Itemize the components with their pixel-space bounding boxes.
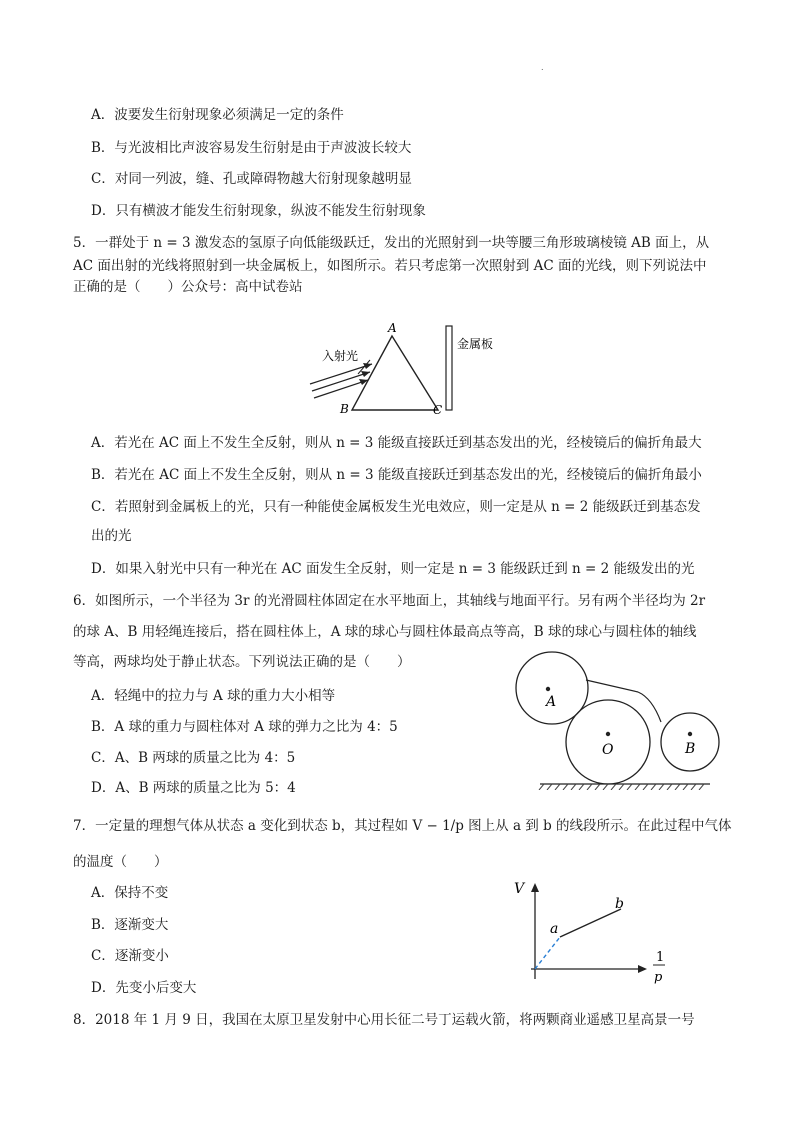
incident-light-label: 入射光 <box>322 349 359 363</box>
point-a-label: a <box>550 921 559 937</box>
q6-option-b: B．A 球的重力与圆柱体对 A 球的弹力之比为 4：5 <box>91 719 398 735</box>
prism-vertex-b: B <box>340 402 349 416</box>
ball-a-label: A <box>546 694 557 710</box>
q5-option-a: A．若光在 AC 面上不发生全反射，则从 n = 3 能级直接跃迁到基态发出的光，经棱镜后的偏折角最大 <box>91 435 702 451</box>
q6-option-d: D．A、B 两球的质量之比为 5：4 <box>91 780 296 796</box>
q7-option-b: B．逐渐变大 <box>91 917 169 933</box>
q7-stem-line-1: 7．一定量的理想气体从状态 a 变化到状态 b，其过程如 V − 1/p 图上从 a 到 b 的线段所示。在此过程中气体 <box>73 818 732 834</box>
ball-b-label: B <box>685 741 696 757</box>
q7-option-d: D．先变小后变大 <box>91 980 197 996</box>
q4-option-c: C．对同一列波，缝、孔或障碍物越大衍射现象越明显 <box>91 171 412 187</box>
q4-option-b: B．与光波相比声波容易发生衍射是由于声波波长较大 <box>91 140 412 156</box>
header-dot: . <box>541 63 544 72</box>
prism-diagram <box>300 318 520 418</box>
q4-option-d: D．只有横波才能发生衍射现象，纵波不能发生衍射现象 <box>91 203 426 219</box>
axis-x-numerator: 1 <box>656 950 665 965</box>
metal-plate-label: 金属板 <box>457 337 494 351</box>
prism-vertex-a: A <box>388 321 397 335</box>
q5-option-c: C．若照射到金属板上的光，只有一种能使金属板发生光电效应，则一定是从 n = 2 能级跃迁到基态发 <box>91 499 701 515</box>
q5-stem-line-2: AC 面出射的光线将照射到一块金属板上，如图所示。若只考虑第一次照射到 AC 面的光线，则下列说法中 <box>73 258 707 274</box>
cylinder-o-label: O <box>602 742 614 758</box>
q6-stem-line-1: 6．如图所示，一个半径为 3r 的光滑圆柱体固定在水平地面上，其轴线与地面平行。另有两个半径均为 2r <box>73 593 706 609</box>
v-inverse-p-graph <box>505 875 680 990</box>
q6-option-c: C．A、B 两球的质量之比为 4：5 <box>91 750 296 766</box>
axis-v-label: V <box>514 881 525 897</box>
q4-option-a: A．波要发生衍射现象必须满足一定的条件 <box>91 107 344 123</box>
q6-stem-line-2: 的球 A、B 用轻绳连接后，搭在圆柱体上，A 球的球心与圆柱体最高点等高，B 球的球心与圆柱体的轴线 <box>73 624 697 640</box>
q5-option-c-cont: 出的光 <box>91 528 132 544</box>
q6-stem-line-3: 等高，两球均处于静止状态。下列说法正确的是（ ） <box>73 654 411 670</box>
point-b-label: b <box>615 896 624 912</box>
cylinder-diagram <box>510 650 735 790</box>
q5-option-b: B．若光在 AC 面上不发生全反射，则从 n = 3 能级直接跃迁到基态发出的光，经棱镜后的偏折角最小 <box>91 467 702 483</box>
q7-option-a: A．保持不变 <box>91 885 169 901</box>
q6-option-a: A．轻绳中的拉力与 A 球的重力大小相等 <box>91 688 336 704</box>
axis-x-denominator: p <box>654 970 663 985</box>
prism-vertex-c: C <box>433 403 443 417</box>
q7-stem-line-2: 的温度（ ） <box>73 854 168 870</box>
q5-stem-line-1: 5．一群处于 n = 3 激发态的氢原子向低能级跃迁，发出的光照射到一块等腰三角形玻璃棱镜 AB 面上，从 <box>73 235 710 251</box>
q5-stem-line-3: 正确的是（ ）公众号：高中试卷站 <box>73 279 303 295</box>
q8-stem-line-1: 8．2018 年 1 月 9 日，我国在太原卫星发射中心用长征二号丁运载火箭，将两颗商业遥感卫星高景一号 <box>73 1012 695 1028</box>
q5-option-d: D．如果入射光中只有一种光在 AC 面发生全反射，则一定是 n = 3 能级跃迁到 n = 2 能级发出的光 <box>91 561 695 577</box>
q7-option-c: C．逐渐变小 <box>91 948 169 964</box>
